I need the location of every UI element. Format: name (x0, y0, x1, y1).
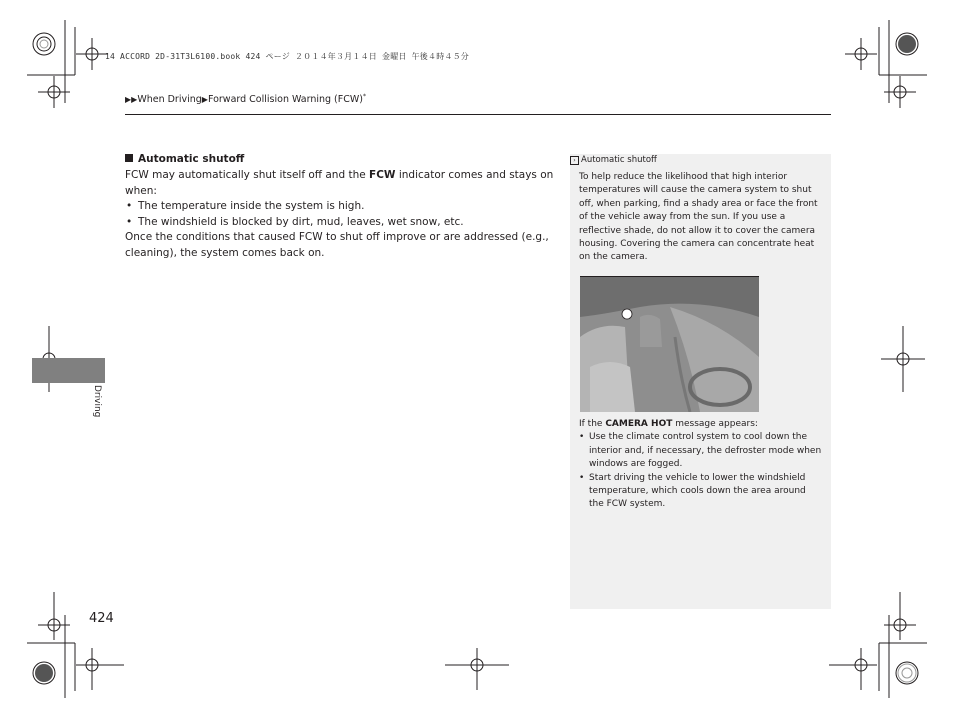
print-header: 14 ACCORD 2D-31T3L6100.book 424 ページ ２０１４年３月１４日 金曜日 午後４時４５分 (105, 52, 470, 61)
intro-text: FCW may automatically shut itself off and the (125, 169, 370, 181)
list-item: • The temperature inside the system is high. (125, 199, 565, 215)
section-intro (125, 168, 565, 199)
sidebar-title-text: Automatic shutoff (581, 155, 657, 165)
list-item: • The windshield is blocked by dirt, mud, leaves, wet snow, etc. (125, 215, 565, 231)
list-item: • Use the climate control system to cool down the interior and, if necessary, the defroster mode when windows are fogged. (579, 431, 823, 471)
caption-text: If the (579, 419, 606, 429)
breadcrumb-separator: ▶ (201, 95, 208, 105)
heading-square-icon (125, 154, 133, 162)
caption-text-end: message appears: (672, 419, 758, 429)
breadcrumb (125, 93, 366, 105)
section-closing: Once the conditions that caused FCW to shut off improve or are addressed (e.g., cleaning), the system comes back on. (125, 231, 549, 259)
camera-location-photo (580, 276, 759, 412)
fcw-indicator-label: FCW (369, 169, 396, 181)
chapter-tab (32, 358, 105, 383)
breadcrumb-level2: Forward Collision Warning (FCW) (207, 94, 363, 106)
reference-mark-icon: › (570, 156, 579, 165)
breadcrumb-arrows: ▶▶ (125, 95, 138, 105)
page-number: 424 (89, 611, 114, 626)
header-rule (125, 114, 831, 115)
sidebar-title (570, 155, 657, 165)
camera-hot-label: CAMERA HOT (605, 419, 673, 429)
intro-text-end: indicator comes and stays on when: (125, 169, 554, 197)
sidebar-intro: To help reduce the likelihood that high interior temperatures will cause the camera system to shut off, when parking, find a shady area or face the front of the vehicle away from the sun. If you use a reflective shade, do not allow it to cover the camera housing. Covering the camera can concentrate heat on the camera. (579, 172, 818, 263)
condition-list (125, 199, 565, 230)
breadcrumb-level1: When Driving (137, 94, 202, 106)
car-interior-illustration (580, 277, 759, 412)
section-heading-text: Automatic shutoff (138, 153, 245, 165)
caption-intro (579, 418, 823, 431)
section-body (125, 168, 565, 261)
photo-caption (579, 418, 823, 512)
list-item: • Start driving the vehicle to lower the windshield temperature, which cools down the area around the FCW system. (579, 472, 823, 512)
section-heading (125, 153, 244, 165)
caption-list (579, 431, 823, 511)
breadcrumb-footnote: * (362, 93, 366, 100)
chapter-label: Driving (92, 385, 102, 418)
